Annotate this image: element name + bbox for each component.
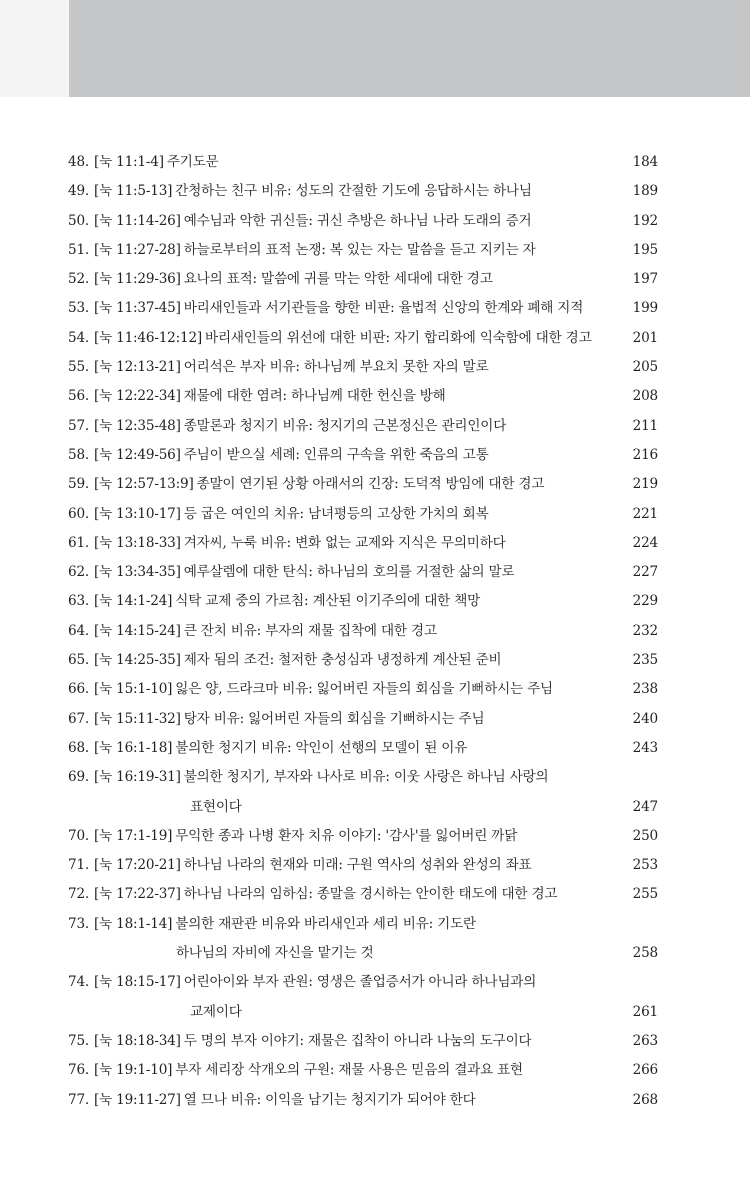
entry-number: 61. xyxy=(68,534,90,551)
entry-number: 77. xyxy=(68,1091,90,1108)
entry-number: 72. xyxy=(68,886,90,903)
scripture-reference: [눅 18:18-34] xyxy=(94,1032,181,1049)
toc-entry xyxy=(68,851,658,880)
entry-number: 65. xyxy=(68,652,90,669)
toc-entry xyxy=(68,500,658,529)
page-number: 189 xyxy=(632,183,658,200)
entry-number: 63. xyxy=(68,593,90,610)
entry-number: 59. xyxy=(68,476,90,493)
toc-entry xyxy=(68,1086,658,1115)
page-number: 232 xyxy=(632,622,658,639)
entry-number: 68. xyxy=(68,739,90,756)
entry-number: 50. xyxy=(68,212,90,229)
toc-entry xyxy=(68,968,658,997)
page-number: 184 xyxy=(632,154,658,170)
scripture-reference: [눅 13:10-17] xyxy=(94,505,181,522)
scripture-reference: [눅 15:1-10] xyxy=(94,681,173,698)
page-number: 219 xyxy=(632,476,658,493)
entry-title: 등 굽은 여인의 치유: 남녀평등의 고상한 가치의 회복 xyxy=(183,505,489,522)
entry-number: 52. xyxy=(68,271,90,288)
page-number: 195 xyxy=(632,241,658,258)
page-number: 221 xyxy=(632,505,658,522)
scripture-reference: [눅 13:18-33] xyxy=(94,534,181,551)
entry-number: 51. xyxy=(68,241,90,258)
toc-entry xyxy=(68,617,658,646)
page-number: 255 xyxy=(632,886,658,903)
entry-title: 종말론과 청지기 비유: 청지기의 근본정신은 관리인이다 xyxy=(183,417,507,434)
entry-title: 예수님과 악한 귀신들: 귀신 추방은 하나님 나라 도래의 증거 xyxy=(183,212,532,229)
entry-number: 66. xyxy=(68,681,90,698)
scripture-reference: [눅 12:49-56] xyxy=(94,446,181,463)
page-number: 216 xyxy=(632,446,658,463)
entry-title: 두 명의 부자 이야기: 재물은 집착이 아니라 나눔의 도구이다 xyxy=(183,1032,532,1049)
entry-title: 불의한 청지기, 부자와 나사로 비유: 이웃 사랑은 하나님 사랑의 xyxy=(183,769,549,786)
entry-title: 식탁 교제 중의 가르침: 계산된 이기주의에 대한 책망 xyxy=(175,593,481,610)
toc-entry xyxy=(68,1027,658,1056)
page-number: 199 xyxy=(632,300,658,317)
toc-entry xyxy=(68,734,658,763)
entry-number: 74. xyxy=(68,974,90,991)
scripture-reference: [눅 12:22-34] xyxy=(94,388,181,405)
entry-number: 57. xyxy=(68,417,90,434)
entry-title: 요나의 표적: 말씀에 귀를 막는 악한 세대에 대한 경고 xyxy=(183,271,493,288)
entry-number: 71. xyxy=(68,857,90,874)
entry-number: 53. xyxy=(68,300,90,317)
entry-number: 55. xyxy=(68,359,90,376)
scripture-reference: [눅 11:1-4] xyxy=(94,154,164,170)
page-number: 211 xyxy=(632,417,658,434)
entry-title: 바리새인들의 위선에 대한 비판: 자기 합리화에 익숙함에 대한 경고 xyxy=(205,329,592,346)
toc-entry xyxy=(68,763,658,792)
page-number: 240 xyxy=(632,710,658,727)
entry-title: 간청하는 친구 비유: 성도의 간절한 기도에 응답하시는 하나님 xyxy=(175,183,532,200)
entry-title: 불의한 재판관 비유와 바리새인과 세리 비유: 기도란 xyxy=(175,915,476,932)
page-number: 261 xyxy=(632,1003,658,1020)
scripture-reference: [눅 18:15-17] xyxy=(94,974,181,991)
scripture-reference: [눅 16:1-18] xyxy=(94,739,173,756)
toc-entry xyxy=(68,412,658,441)
entry-title: 열 므나 비유: 이익을 남기는 청지기가 되어야 한다 xyxy=(183,1091,476,1108)
toc-entry xyxy=(68,675,658,704)
scripture-reference: [눅 11:14-26] xyxy=(94,212,181,229)
scripture-reference: [눅 11:27-28] xyxy=(94,241,181,258)
scripture-reference: [눅 17:22-37] xyxy=(94,886,181,903)
page-number: 266 xyxy=(632,1062,658,1079)
scripture-reference: [눅 19:11-27] xyxy=(94,1091,181,1108)
entry-title: 바리새인들과 서기관들을 향한 비판: 율법적 신앙의 한계와 폐해 지적 xyxy=(183,300,584,317)
entry-number: 60. xyxy=(68,505,90,522)
toc-entry xyxy=(68,353,658,382)
scripture-reference: [눅 13:34-35] xyxy=(94,564,181,581)
page-number: 192 xyxy=(632,212,658,229)
entry-title: 탕자 비유: 잃어버린 자들의 회심을 기뻐하시는 주님 xyxy=(183,710,485,727)
toc-entry xyxy=(68,822,658,851)
page-number: 253 xyxy=(632,857,658,874)
toc-entry xyxy=(68,910,658,939)
page-number: 208 xyxy=(632,388,658,405)
scripture-reference: [눅 12:35-48] xyxy=(94,417,181,434)
toc-entry xyxy=(68,207,658,236)
page-number: 250 xyxy=(632,827,658,844)
entry-title: 주님이 받으실 세례: 인류의 구속을 위한 죽음의 고통 xyxy=(183,446,489,463)
entry-title: 하나님 나라의 임하심: 종말을 경시하는 안이한 태도에 대한 경고 xyxy=(183,886,558,903)
scripture-reference: [눅 19:1-10] xyxy=(94,1062,173,1079)
toc-entry xyxy=(68,587,658,616)
entry-title: 겨자씨, 누룩 비유: 변화 없는 교제와 지식은 무의미하다 xyxy=(183,534,506,551)
entry-title: 주기도문 xyxy=(166,154,219,170)
scripture-reference: [눅 14:1-24] xyxy=(94,593,173,610)
toc-entry xyxy=(68,324,658,353)
toc-entry xyxy=(68,265,658,294)
toc-entry-continuation xyxy=(68,998,658,1027)
entry-title: 하나님 나라의 현재와 미래: 구원 역사의 성취와 완성의 좌표 xyxy=(183,857,532,874)
entry-number: 76. xyxy=(68,1062,90,1079)
page-number: 201 xyxy=(632,329,658,346)
scripture-reference: [눅 11:5-13] xyxy=(94,183,173,200)
scripture-reference: [눅 14:25-35] xyxy=(94,652,181,669)
toc-entry xyxy=(68,529,658,558)
scripture-reference: [눅 12:57-13:9] xyxy=(94,476,194,493)
page-number: 235 xyxy=(632,652,658,669)
scripture-reference: [눅 18:1-14] xyxy=(94,915,173,932)
entry-title: 하늘로부터의 표적 논쟁: 복 있는 자는 말씀을 듣고 지키는 자 xyxy=(183,241,536,258)
toc-entry-continuation xyxy=(68,939,658,968)
page-number: 205 xyxy=(632,359,658,376)
page-number: 243 xyxy=(632,739,658,756)
page-number: 247 xyxy=(632,798,658,815)
entry-number: 75. xyxy=(68,1032,90,1049)
entry-title-continuation: 교제이다 xyxy=(190,1003,242,1020)
entry-number: 70. xyxy=(68,827,90,844)
scripture-reference: [눅 11:37-45] xyxy=(94,300,181,317)
page-number: 229 xyxy=(632,593,658,610)
scripture-reference: [눅 11:46-12:12] xyxy=(94,329,203,346)
header-gray-box xyxy=(69,0,750,97)
entry-title: 예루살렘에 대한 탄식: 하나님의 호의를 거절한 삶의 말로 xyxy=(183,564,515,581)
entry-number: 56. xyxy=(68,388,90,405)
entry-number: 49. xyxy=(68,183,90,200)
entry-number: 73. xyxy=(68,915,90,932)
toc-entry xyxy=(68,558,658,587)
entry-number: 62. xyxy=(68,564,90,581)
table-of-contents xyxy=(68,148,658,1115)
toc-entry xyxy=(68,705,658,734)
entry-title: 부자 세리장 삭개오의 구원: 재물 사용은 믿음의 결과요 표현 xyxy=(175,1062,523,1079)
toc-entry xyxy=(68,148,658,177)
entry-title-continuation: 하나님의 자비에 자신을 맡기는 것 xyxy=(176,945,374,962)
entry-title: 잃은 양, 드라크마 비유: 잃어버린 자들의 회심을 기뻐하시는 주님 xyxy=(175,681,553,698)
scripture-reference: [눅 11:29-36] xyxy=(94,271,181,288)
page-number: 263 xyxy=(632,1032,658,1049)
entry-title: 제자 됨의 조건: 철저한 충성심과 냉정하게 계산된 준비 xyxy=(183,652,502,669)
toc-entry xyxy=(68,441,658,470)
entry-title: 어리석은 부자 비유: 하나님께 부요치 못한 자의 말로 xyxy=(183,359,489,376)
toc-entry xyxy=(68,177,658,206)
toc-entry xyxy=(68,470,658,499)
page-number: 238 xyxy=(632,681,658,698)
entry-title: 어린아이와 부자 관원: 영생은 졸업증서가 아니라 하나님과의 xyxy=(183,974,537,991)
toc-entry-continuation xyxy=(68,793,658,822)
entry-number: 48. xyxy=(68,154,90,170)
entry-number: 67. xyxy=(68,710,90,727)
entry-title: 재물에 대한 염려: 하나님께 대한 헌신을 방해 xyxy=(183,388,446,405)
entry-title: 무익한 종과 나병 환자 치유 이야기: '감사'를 잃어버린 까닭 xyxy=(175,827,518,844)
page-number: 197 xyxy=(632,271,658,288)
page-number: 227 xyxy=(632,564,658,581)
scripture-reference: [눅 17:20-21] xyxy=(94,857,181,874)
page-number: 268 xyxy=(632,1091,658,1108)
entry-title: 종말이 연기된 상황 아래서의 긴장: 도덕적 방임에 대한 경고 xyxy=(196,476,545,493)
scripture-reference: [눅 14:15-24] xyxy=(94,622,181,639)
toc-entry xyxy=(68,236,658,265)
toc-entry xyxy=(68,1056,658,1085)
toc-entry xyxy=(68,880,658,909)
entry-number: 54. xyxy=(68,329,90,346)
page-number: 224 xyxy=(632,534,658,551)
scripture-reference: [눅 17:1-19] xyxy=(94,827,173,844)
scripture-reference: [눅 12:13-21] xyxy=(94,359,181,376)
scripture-reference: [눅 15:11-32] xyxy=(94,710,181,727)
entry-title: 불의한 청지기 비유: 악인이 선행의 모델이 된 이유 xyxy=(175,739,468,756)
entry-number: 58. xyxy=(68,446,90,463)
entry-number: 69. xyxy=(68,769,90,786)
toc-entry xyxy=(68,646,658,675)
toc-entry xyxy=(68,294,658,323)
toc-entry xyxy=(68,382,658,411)
scripture-reference: [눅 16:19-31] xyxy=(94,769,181,786)
entry-title-continuation: 표현이다 xyxy=(190,798,242,815)
entry-title: 큰 잔치 비유: 부자의 재물 집착에 대한 경고 xyxy=(183,622,437,639)
entry-number: 64. xyxy=(68,622,90,639)
page-number: 258 xyxy=(632,945,658,962)
